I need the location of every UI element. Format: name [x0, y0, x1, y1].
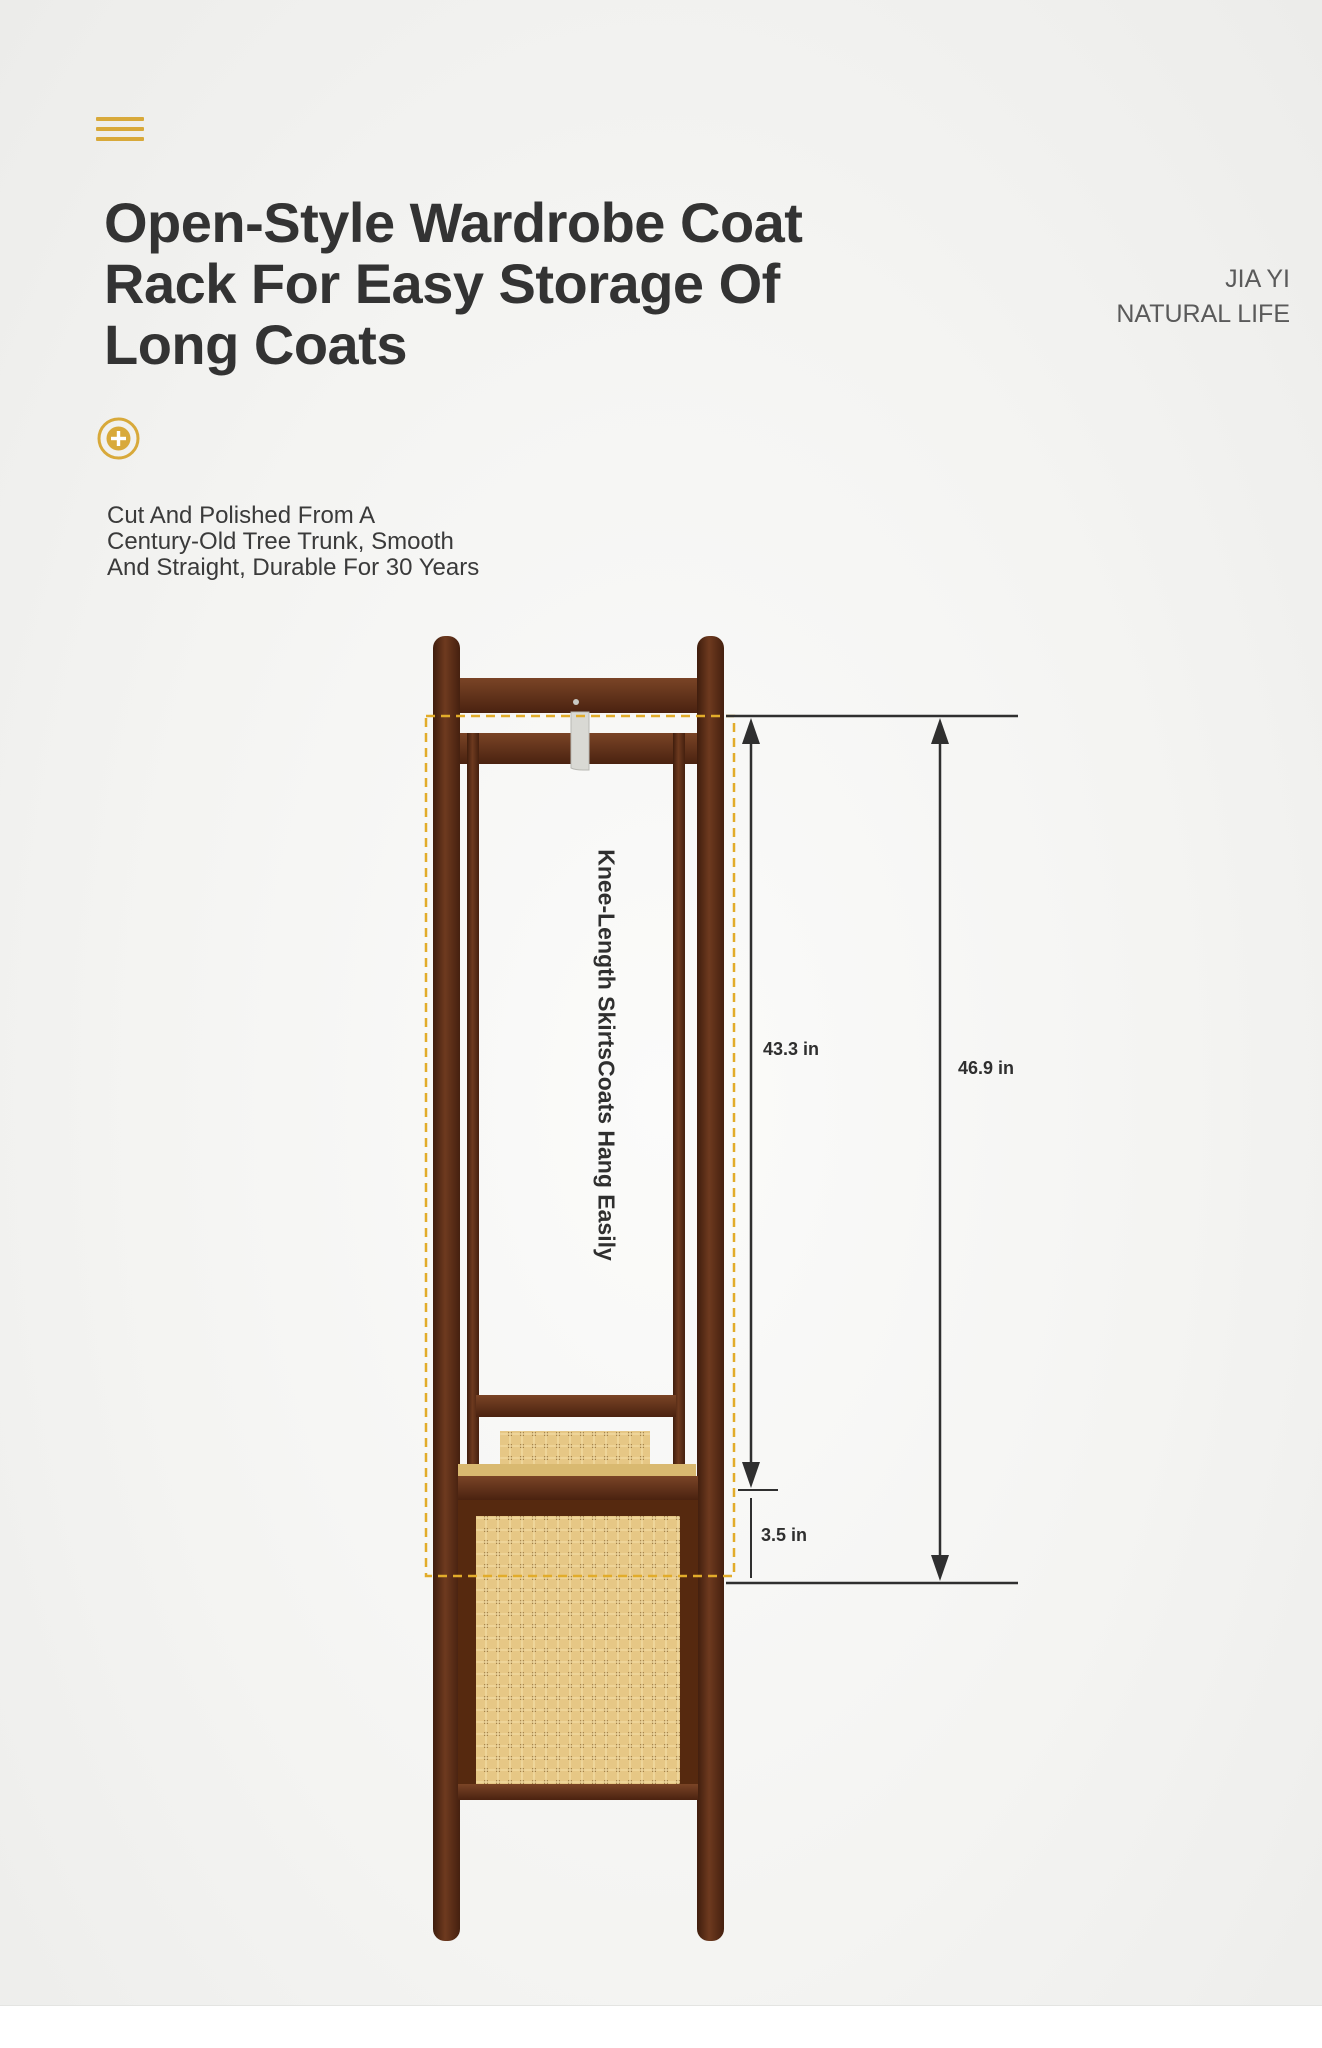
right-post [697, 636, 724, 1941]
title-line: Open-Style Wardrobe Coat [104, 191, 803, 254]
dimension-label: 3.5 in [761, 1525, 808, 1545]
brand-line: JIA YI [1225, 265, 1290, 293]
bottom-divider [0, 2005, 1322, 2048]
top-crossbar [452, 678, 704, 713]
inner-right-post [673, 733, 685, 1468]
shelf-rail [458, 1476, 698, 1500]
description-line: And Straight, Durable For 30 Years [107, 554, 480, 581]
title-line: Long Coats [104, 313, 407, 376]
dimension-label: 43.3 in [763, 1039, 820, 1059]
vertical-caption: Knee-Length SkirtsCoats Hang Easily [593, 849, 620, 1261]
cabinet-rattan-panel [476, 1516, 680, 1784]
inner-left-post [467, 733, 479, 1468]
title-line: Rack For Easy Storage Of [104, 252, 780, 315]
left-post [433, 636, 460, 1941]
shelf-back [476, 1395, 676, 1417]
description-line: Century-Old Tree Trunk, Smooth [107, 528, 454, 555]
description-line: Cut And Polished From A [107, 502, 376, 529]
brand-line: NATURAL LIFE [1116, 300, 1290, 328]
dimension-label: 46.9 in [958, 1058, 1015, 1078]
cabinet-bottom-rail [458, 1784, 698, 1800]
shelf-front [458, 1464, 696, 1476]
hook-icon [571, 712, 589, 770]
